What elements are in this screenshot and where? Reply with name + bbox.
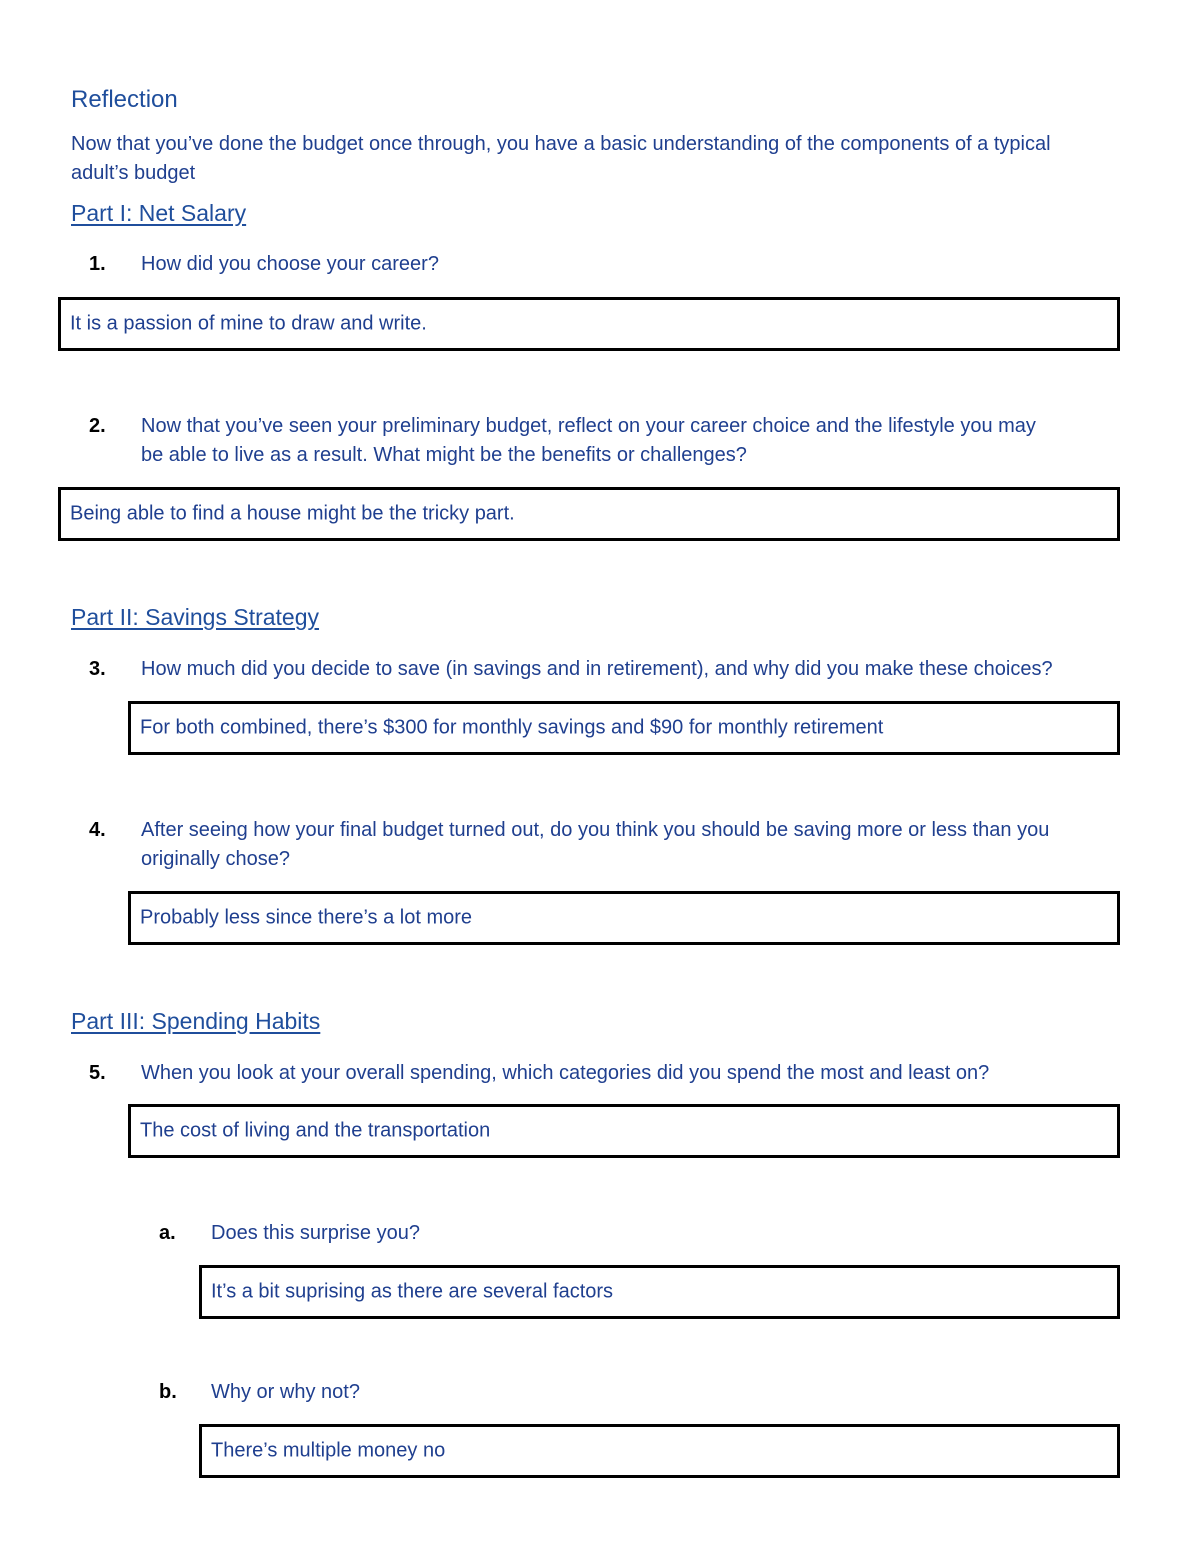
answer-4-field[interactable]	[128, 891, 1120, 945]
question-5b-number: b.	[159, 1381, 177, 1403]
question-2-number: 2.	[89, 415, 106, 437]
answer-5b-field[interactable]	[199, 1424, 1120, 1478]
answer-2-text: Being able to find a house might be the tricky part.	[70, 502, 515, 525]
question-5a-number: a.	[159, 1222, 176, 1244]
question-2-text-line1: Now that you’ve seen your preliminary budget, reflect on your career choice and the lifestyle you may	[141, 415, 1036, 437]
answer-1-text: It is a passion of mine to draw and write.	[70, 312, 427, 335]
question-4-text-line1: After seeing how your final budget turned out, do you think you should be saving more or less than you	[141, 819, 1050, 841]
part-3-heading: Part III: Spending Habits	[71, 1008, 321, 1034]
question-4-number: 4.	[89, 819, 106, 841]
part-1-heading: Part I: Net Salary	[71, 200, 247, 226]
question-3-text: How much did you decide to save (in savings and in retirement), and why did you make these choices?	[141, 658, 1053, 680]
answer-5-field[interactable]	[128, 1104, 1120, 1158]
answer-3-text: For both combined, there’s $300 for monthly savings and $90 for monthly retirement	[140, 716, 884, 739]
answer-2-field[interactable]	[58, 487, 1120, 541]
question-1-text: How did you choose your career?	[141, 253, 439, 275]
question-2-text-line2: be able to live as a result. What might be the benefits or challenges?	[141, 444, 747, 466]
answer-5b-text: There’s multiple money no	[211, 1439, 446, 1462]
question-5-text: When you look at your overall spending, which categories did you spend the most and least on?	[141, 1062, 990, 1084]
question-5-number: 5.	[89, 1062, 106, 1084]
question-3-number: 3.	[89, 658, 106, 680]
answer-4-text: Probably less since there’s a lot more	[140, 906, 473, 929]
question-5a-text: Does this surprise you?	[211, 1222, 420, 1244]
question-5b-text: Why or why not?	[211, 1381, 360, 1403]
answer-5a-text: It’s a bit suprising as there are several factors	[211, 1280, 614, 1303]
question-4-text-line2: originally chose?	[141, 848, 290, 870]
answer-5a-field[interactable]	[199, 1265, 1120, 1319]
part-2-heading: Part II: Savings Strategy	[71, 604, 320, 630]
intro-paragraph: Now that you’ve done the budget once through, you have a basic understanding of the components of a typical adult’s budget	[71, 133, 1051, 184]
page-title: Reflection	[71, 86, 178, 113]
answer-1-field[interactable]	[58, 297, 1120, 351]
answer-5-text: The cost of living and the transportation	[140, 1119, 491, 1142]
answer-3-field[interactable]	[128, 701, 1120, 755]
question-1-number: 1.	[89, 253, 106, 275]
